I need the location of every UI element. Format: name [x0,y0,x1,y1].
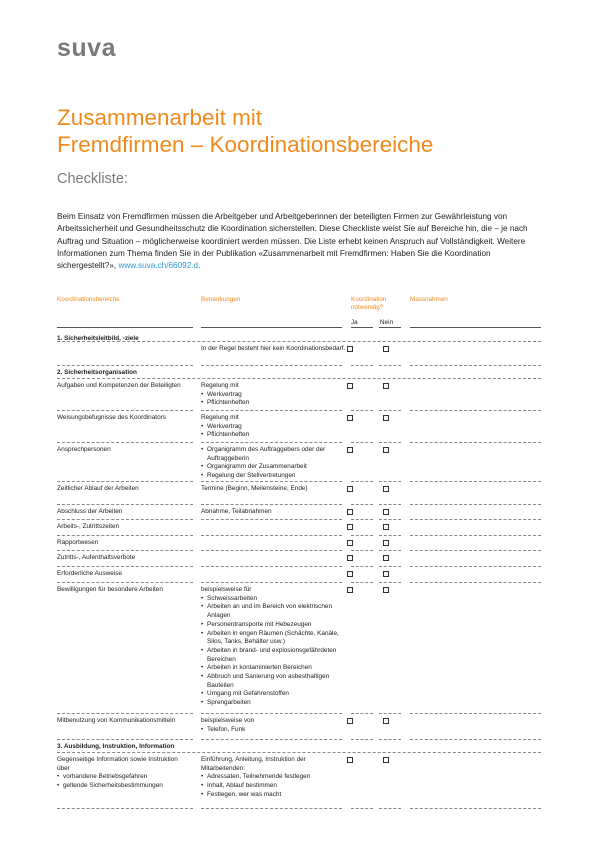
table-row [57,753,541,809]
remark-bullet: • Adressaten, Teilnehmende festlegen [201,773,351,782]
remark-bullet: • Pflichtenheften [201,399,351,408]
area-cell [57,485,192,494]
remark-bullet: • Personentransporte mit Hebezeugen [201,621,351,630]
row-divider [57,808,193,809]
checkbox-nein[interactable] [383,509,389,515]
table-row [57,443,541,482]
row-divider [379,808,401,809]
remarks-cell [201,586,351,708]
area-label: Aufgaben und Kompetenzen der Beteiligten [57,382,181,389]
row-divider [351,808,373,809]
remarks-cell [201,485,351,494]
remark-bullet: • Werkvertrag [201,423,351,432]
intro-paragraph [57,211,542,272]
area-bullet: • geltende Sicherheitsbestimmungen [57,782,192,791]
checkbox-ja[interactable] [347,346,353,352]
checkbox-ja[interactable] [347,540,353,546]
area-label: Mitbenutzung von Kommunikationsmitteln [57,717,176,724]
area-label: 3. Ausbildung, Instruktion, Information [57,743,175,750]
remark-bullet: • Telefon, Funk [201,726,351,735]
remark-bullet: • Organigramm des Auftraggebers oder der Auftraggeberin [201,446,351,463]
table-row [57,714,541,740]
row-divider [410,808,541,809]
header-coordination [351,296,386,312]
checkbox-nein[interactable] [383,383,389,389]
remark-bullet: • Arbeiten in engen Räumen (Schächte, Kanäle, Silos, Tanks, Behälter usw.) [201,630,351,647]
area-cell [57,586,192,595]
table-row [57,551,541,567]
table-row [57,482,541,505]
header-rule [201,327,342,328]
remark-bullet: • Umgang mit Gefahrenstoffen [201,690,351,699]
remark-bullet: • Arbeiten an und im Bereich von elektrischen Anlagen [201,603,351,620]
table-row [57,520,541,536]
checkbox-nein[interactable] [383,346,389,352]
table-row [57,505,541,520]
remark-bullet: • Werkvertrag [201,391,351,400]
checkbox-ja[interactable] [347,415,353,421]
area-label: 1. Sicherheitsleitbild, -ziele [57,335,139,342]
checkbox-ja[interactable] [347,447,353,453]
remark-bullet: • Inhalt, Ablauf bestimmen [201,782,351,791]
remark-text: beispielsweise von [201,717,255,724]
header-coordination-line1: Koordination [351,296,387,303]
checkbox-nein[interactable] [383,555,389,561]
remark-text: In der Regel besteht hier kein Koordinationsbedarf. [201,345,346,352]
remarks-cell [201,414,351,440]
table-row [57,411,541,443]
checkbox-nein[interactable] [383,540,389,546]
checkbox-ja[interactable] [347,718,353,724]
remark-bullet: • Schweissarbeiten [201,595,351,604]
remarks-cell [201,756,351,800]
remark-bullet: • Regelung der Stellvertretungen [201,472,351,481]
remarks-cell [201,508,351,517]
table-row [57,342,541,366]
checkbox-ja[interactable] [347,524,353,530]
area-cell [57,539,192,548]
intro-end: . [198,261,201,271]
area-cell [57,508,192,517]
checkbox-nein[interactable] [383,524,389,530]
remark-bullet: • Arbeiten in brand- und explosionsgefährdeten Bereichen [201,647,351,664]
area-cell [57,717,192,726]
remark-text: Regelung mit [201,382,239,389]
title-line-1: Zusammenarbeit mit [57,105,263,130]
checkbox-ja[interactable] [347,587,353,593]
area-label: Zutritts-, Aufenthaltsverbote [57,554,136,561]
suva-logo: suva [57,34,116,62]
header-rule [351,327,373,328]
area-cell [57,523,192,532]
remark-bullet: • Pflichtenheften [201,431,351,440]
checkbox-nein[interactable] [383,571,389,577]
area-cell [57,756,192,791]
section-row [57,740,541,753]
remark-bullet: • Organigramm der Zusammenarbeit [201,463,351,472]
checkbox-ja[interactable] [347,486,353,492]
remark-text: Einführung, Anleitung, Instruktion der Mitarbeitenden: [201,756,306,772]
header-ja: Ja [351,319,358,326]
area-cell [57,554,192,563]
header-coordination-line2: notwendig? [351,304,384,311]
area-label: Rapportwesen [57,539,99,546]
section-row [57,366,541,379]
checkbox-nein[interactable] [383,415,389,421]
checkbox-nein[interactable] [383,587,389,593]
area-cell [57,382,192,391]
table-row [57,379,541,411]
checkbox-ja[interactable] [347,555,353,561]
checkbox-ja[interactable] [347,383,353,389]
header-rule [57,327,193,328]
header-nein: Nein [380,319,393,326]
area-label: Abschluss der Arbeiten [57,508,123,515]
area-label: Weisungsbefugnisse des Koordinators [57,414,166,421]
checkbox-ja[interactable] [347,509,353,515]
remarks-cell [201,345,351,354]
area-bullet: • vorhandene Betriebsgefahren [57,773,192,782]
header-measures: Massnahmen [410,296,448,303]
remarks-cell [201,717,351,734]
table-row [57,536,541,551]
section-row [57,332,541,342]
header-rule [379,327,401,328]
area-cell [57,414,192,423]
checkbox-ja[interactable] [347,757,353,763]
area-label: Bewilligungen für besondere Arbeiten [57,586,163,593]
area-label: Gegenseitige Information sowie Instruktion über [57,756,178,772]
table-row [57,567,541,583]
section-title [57,743,192,752]
header-rule [410,327,541,328]
checkbox-ja[interactable] [347,571,353,577]
checkbox-nein[interactable] [383,757,389,763]
remark-text: Regelung mit [201,414,239,421]
publication-link[interactable]: www.suva.ch/66092.d [118,261,199,271]
remark-text: Termine (Beginn, Meilensteine, Ende) [201,485,308,492]
checkbox-nein[interactable] [383,486,389,492]
row-divider [201,808,342,809]
area-label: Zeitlicher Ablauf der Arbeiten [57,485,139,492]
remark-bullet: • Sprengarbeiten [201,699,351,708]
area-cell [57,446,192,455]
area-label: Ansprechpersonen [57,446,111,453]
checklist-subtitle: Checkliste: [57,171,128,187]
checkbox-nein[interactable] [383,447,389,453]
page-title [57,105,433,158]
area-label: Arbeits-, Zutrittszeiten [57,523,120,530]
remark-bullet: • Abbruch und Sanierung von asbesthaltigen Bauteilen [201,673,351,690]
area-cell [57,570,192,579]
intro-text: Beim Einsatz von Fremdfirmen müssen die Arbeitgeber und Arbeitgeberinnen der beteiligten Firmen zur Gewährleistung von Arbeitssicherheit und Gesundheitsschutz die Koordination sicherstellen. Diese Checkliste weist Sie auf Bereiche hin, die – je nach Auftrag und Situation – möglicherweise koordiniert werden müssen. Die Liste erhebt keinen Anspruch auf Vollständigkeit. Weitere Informationen zum Thema finden Sie in der Publikation «Zusammenarbeit mit Fremdfirmen: Haben Sie die Koordination sichergestellt?», [57,212,528,271]
title-line-2: Fremdfirmen – Koordinationsbereiche [57,131,434,157]
header-remarks: Bemerkungen [201,296,241,303]
header-area: Koordinationsbereiche [57,296,120,303]
remark-bullet: • Festlegen, wer was macht [201,791,351,800]
remark-bullet: • Arbeiten in kontaminierten Bereichen [201,664,351,673]
area-label: Erforderliche Ausweise [57,570,123,577]
remarks-cell [201,446,351,481]
table-row [57,583,541,714]
remark-text: beispielsweise für [201,586,252,593]
area-label: 2. Sicherheitsorganisation [57,369,137,376]
remarks-cell [201,382,351,408]
checkbox-nein[interactable] [383,718,389,724]
section-title [57,369,192,378]
remark-text: Abnahme, Teilabnahmen [201,508,272,515]
